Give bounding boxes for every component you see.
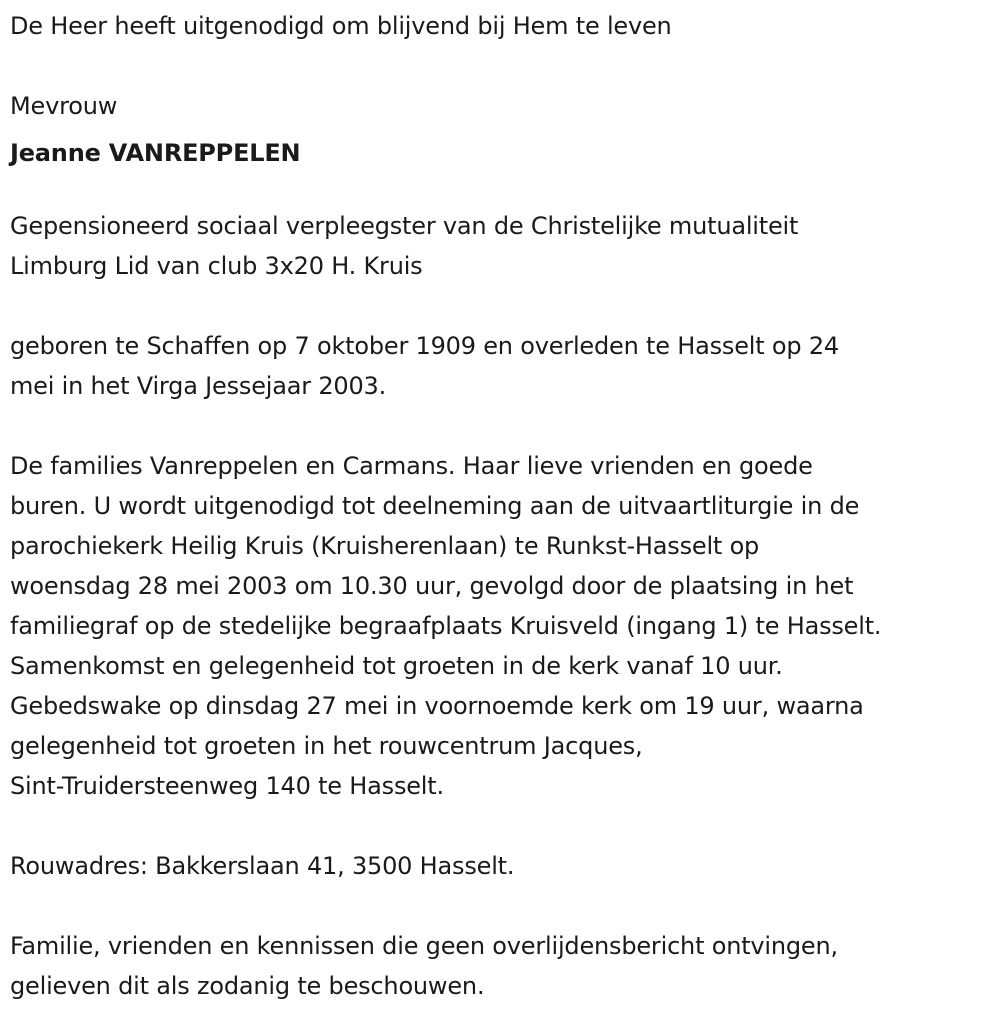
ceremony-line: Sint-Truidersteenweg 140 te Hasselt. xyxy=(10,772,444,800)
ceremony-paragraph xyxy=(10,446,995,806)
occupation-line: Limburg Lid van club 3x20 H. Kruis xyxy=(10,252,423,280)
deceased-name: Jeanne VANREPPELEN xyxy=(10,139,301,167)
closing-line: Familie, vrienden en kennissen die geen overlijdensbericht ontvingen, xyxy=(10,932,838,960)
ceremony-line: familiegraf op de stedelijke begraafplaats Kruisveld (ingang 1) te Hasselt. xyxy=(10,612,882,640)
intro-paragraph xyxy=(10,6,995,46)
obituary-notice xyxy=(10,6,995,1006)
intro-line: De Heer heeft uitgenodigd om blijvend bij Hem te leven xyxy=(10,12,672,40)
closing-line: gelieven dit als zodanig te beschouwen. xyxy=(10,972,485,1000)
birth-death-paragraph xyxy=(10,326,995,406)
honorific-title: Mevrouw xyxy=(10,92,118,120)
occupation-line: Gepensioneerd sociaal verpleegster van de Christelijke mutualiteit xyxy=(10,212,799,240)
birth-death-line: mei in het Virga Jessejaar 2003. xyxy=(10,372,387,400)
closing-paragraph xyxy=(10,926,995,1006)
ceremony-line: parochiekerk Heilig Kruis (Kruisherenlaan) te Runkst-Hasselt op xyxy=(10,532,760,560)
ceremony-line: Samenkomst en gelegenheid tot groeten in de kerk vanaf 10 uur. xyxy=(10,652,783,680)
ceremony-line: De families Vanreppelen en Carmans. Haar lieve vrienden en goede xyxy=(10,452,813,480)
ceremony-line: buren. U wordt uitgenodigd tot deelneming aan de uitvaartliturgie in de xyxy=(10,492,860,520)
occupation-paragraph xyxy=(10,206,995,286)
ceremony-line: Gebedswake op dinsdag 27 mei in voornoemde kerk om 19 uur, waarna xyxy=(10,692,864,720)
address-paragraph xyxy=(10,846,995,886)
ceremony-line: woensdag 28 mei 2003 om 10.30 uur, gevolgd door de plaatsing in het xyxy=(10,572,854,600)
mourning-address: Rouwadres: Bakkerslaan 41, 3500 Hasselt. xyxy=(10,852,515,880)
birth-death-line: geboren te Schaffen op 7 oktober 1909 en overleden te Hasselt op 24 xyxy=(10,332,839,360)
ceremony-line: gelegenheid tot groeten in het rouwcentrum Jacques, xyxy=(10,732,643,760)
